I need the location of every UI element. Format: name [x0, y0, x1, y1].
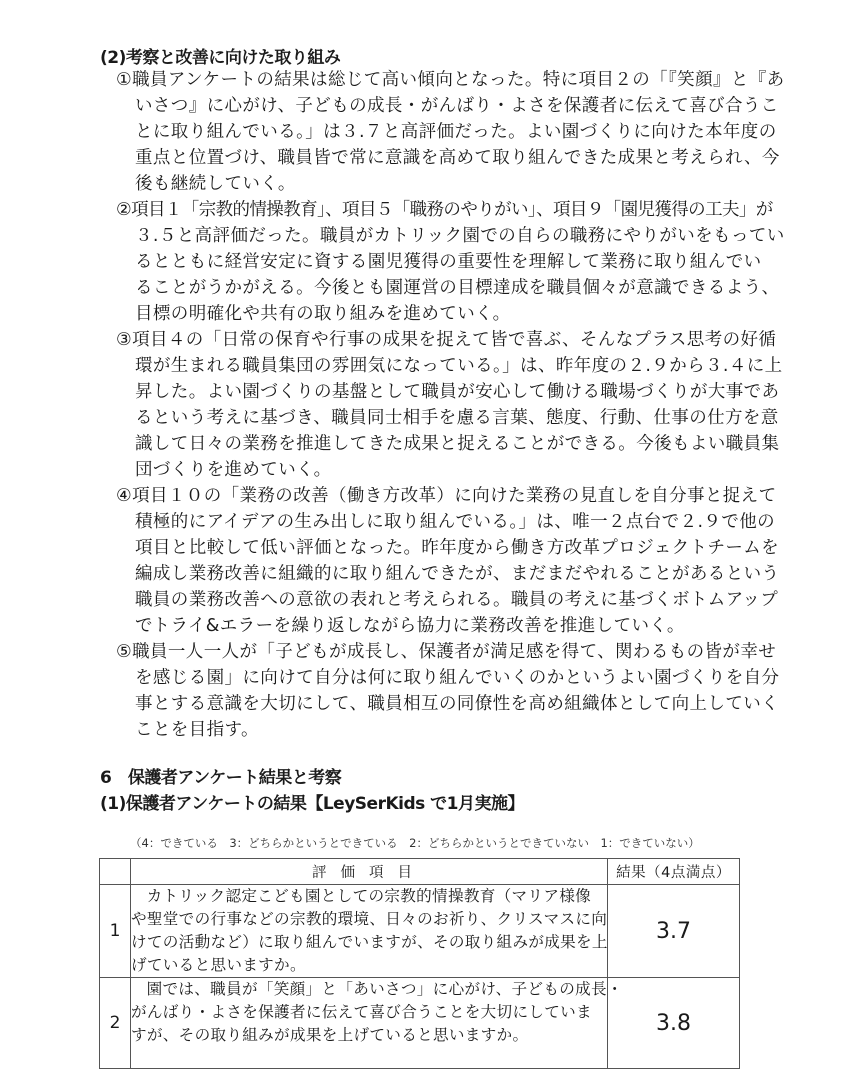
text-line: 重点と位置づけ、職員皆で常に意識を高めて取り組んできた成果と考えられ、今 — [135, 148, 780, 168]
header-evaluation-item: 評価項目 — [131, 859, 608, 885]
text-line: ることがうかがえる。今後とも園運営の目標達成を職員個々が意識できるよう、 — [135, 278, 780, 298]
question-line: 園では、職員が「笑顔」と「あいさつ」に心がけ、子どもの成長・ — [146, 980, 623, 998]
text-line: ことを目指す。 — [135, 720, 259, 740]
parent-survey-table — [99, 858, 740, 1069]
text-line: とに取り組んでいる。」は３.７と高評価だった。よい園づくりに向けた本年度の — [135, 122, 777, 142]
text-line: 後も継続していく。 — [135, 174, 296, 194]
text-line: 団づくりを進めていく。 — [135, 460, 332, 480]
text-line: いさつ』に心がけ、子どもの成長・がんばり・よさを保護者に伝えて喜び合うこ — [135, 96, 779, 116]
table-header-row — [100, 859, 740, 885]
header-result: 結果（4点満点） — [608, 859, 740, 885]
table-row — [100, 885, 740, 978]
text-line: 積極的にアイデアの生み出しに取り組んでいる。」は、唯一２点台で２.９で他の — [135, 512, 776, 532]
text-line: るとともに経営安定に資する園児獲得の重要性を理解して業務に取り組んでい — [135, 252, 762, 272]
header-no — [100, 859, 131, 885]
text-line: ②項目１「宗教的情操教育」、項目５「職務のやりがい」、項目９「園児獲得の工夫」が — [116, 200, 773, 220]
text-line: 目標の明確化や共有の取り組みを進めていく。 — [135, 304, 511, 324]
text-line: 職員の業務改善への意欲の表れと考えられる。職員の考えに基づくボトムアップ — [135, 590, 779, 610]
text-line: ④項目１０の「業務の改善（働き方改革）に向けた業務の見直しを自分事と捉えて — [116, 486, 777, 506]
result-score: 3.7 — [608, 885, 740, 978]
text-line: ③項目４の「日常の保育や行事の成果を捉えて皆で喜ぶ、そんなプラス思考の好循 — [116, 330, 777, 350]
text-line: ①職員アンケートの結果は総じて高い傾向となった。特に項目２の「『笑顔』と『あ — [116, 70, 785, 90]
text-line: ⑤職員一人一人が「子どもが成長し、保護者が満足感を得て、関わるもの皆が幸せ — [116, 642, 777, 662]
table-row — [100, 978, 740, 1069]
section-heading-parent-survey: 6 保護者アンケート結果と考察 — [100, 768, 342, 788]
text-line: 識して日々の業務を推進してきた成果と捉えることができる。今後もよい職員集 — [135, 434, 780, 454]
text-line: るという考えに基づき、職員同士相手を慮る言葉、態度、行動、仕事の仕方を意 — [135, 408, 779, 428]
row-number: 2 — [100, 978, 131, 1069]
text-line: 環が生まれる職員集団の雰囲気になっている。」は、昨年度の２.９から３.４に上 — [135, 356, 783, 376]
question-text — [131, 978, 623, 1069]
text-line: 編成し業務改善に組織的に取り組んできたが、まだまだやれることがあるという — [135, 564, 780, 584]
question-line: げていると思いますか。 — [131, 956, 306, 974]
question-line: や聖堂での行事などの宗教的環境、日々のお祈り、クリスマスに向 — [131, 910, 608, 928]
question-line: けての活動など）に取り組んでいますが、その取り組みが成果を上 — [131, 933, 608, 951]
text-line: を感じる園」に向けて自分は何に取り組んでいくのかというよい園づくりを自分 — [135, 668, 780, 688]
question-line: がんばり・よさを保護者に伝えて喜び合うことを大切にしていま — [131, 1003, 592, 1021]
rating-scale-legend: （4：できている 3：どちらかというとできている 2：どちらかというとできていない 1：できていない） — [130, 836, 700, 850]
question-line: カトリック認定こども園としての宗教的情操教育（マリア様像 — [146, 887, 591, 905]
text-line: 事とする意識を大切にして、職員相互の同僚性を高め組織体として向上していく — [135, 694, 780, 714]
text-line: 項目と比較して低い評価となった。昨年度から働き方改革プロジェクトチームを — [135, 538, 780, 558]
text-line: でトライ&エラーを繰り返しながら協力に業務改善を推進していく。 — [135, 616, 685, 636]
subheading-parent-survey-results: (1)保護者アンケートの結果【LeySerKids で1月実施】 — [100, 794, 524, 814]
section-heading-considerations: (2)考察と改善に向けた取り組み — [100, 48, 341, 68]
text-line: ３.５と高評価だった。職員がカトリック園での自らの職務にやりがいをもってい — [135, 226, 785, 246]
text-line: 昇した。よい園づくりの基盤として職員が安心して働ける職場づくりが大事であ — [135, 382, 780, 402]
question-text — [131, 885, 608, 978]
row-number: 1 — [100, 885, 131, 978]
question-line: すが、その取り組みが成果を上げていると思いますか。 — [131, 1026, 529, 1044]
result-score: 3.8 — [608, 978, 740, 1069]
